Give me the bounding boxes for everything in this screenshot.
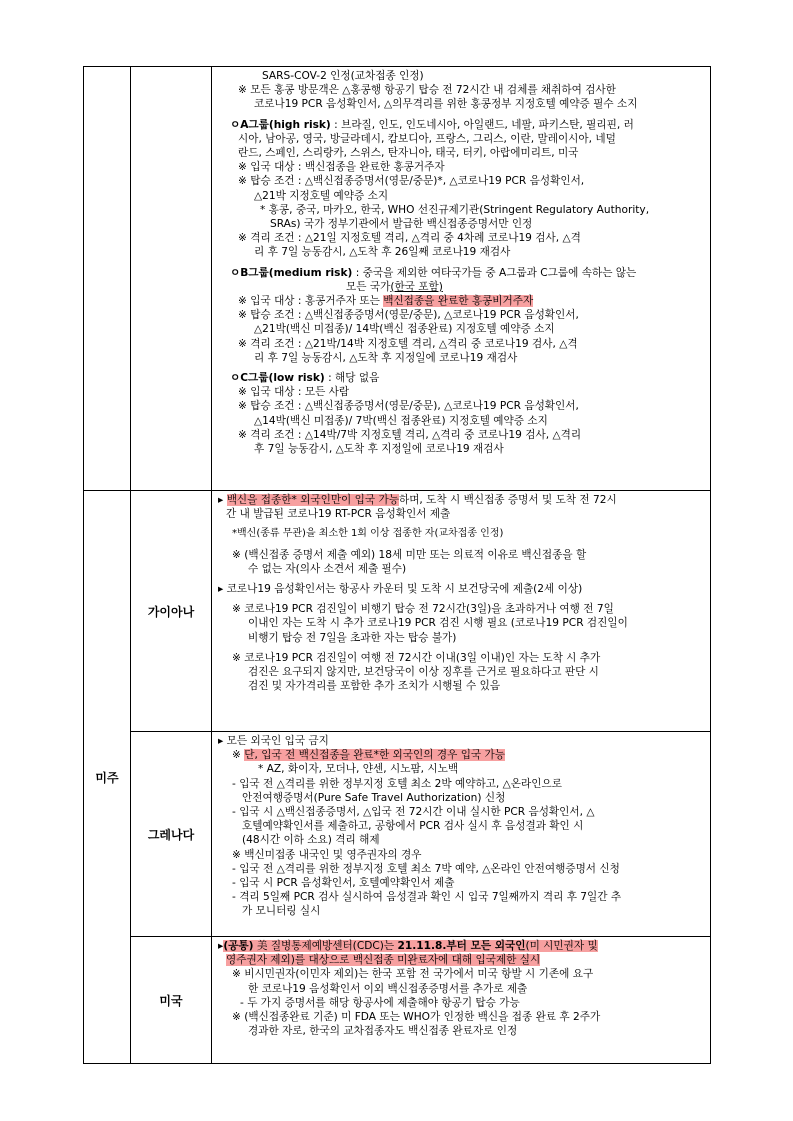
grenada-rules [212, 732, 711, 937]
text-line: 이내인 자는 도착 시 추가 코로나19 PCR 검진 시행 필요 (코로나19 PCR 검진일이 [248, 617, 628, 630]
text-line: - 격리 5일째 PCR 검사 실시하여 음성결과 확인 시 입국 7일째까지 격리 후 7일간 추 [232, 891, 622, 904]
text-line: - 입국 시 PCR 음성확인서, 호텔예약확인서 제출 [232, 877, 455, 890]
text-line: ※ 격리 조건 : △21박/14박 지정호텔 격리, △격리 중 코로나19 검사, △격 [238, 337, 578, 350]
region-cell-blank [84, 67, 131, 491]
text-line: ※ (백신접종완료 기준) 미 FDA 또는 WHO가 인정한 백신을 접종 완료 후 2주가 [232, 1011, 601, 1024]
highlight: (공통) [223, 940, 254, 952]
table-row [84, 491, 711, 732]
text-line: 가 모니터링 실시 [242, 905, 321, 918]
text-line: ▸ 백신을 접종한* 외국인만이 입국 가능하며, 도착 시 백신접종 증명서 및 도착 전 72시 [218, 494, 617, 506]
text-line: ※ 비시민권자(이민자 제외)는 한국 포함 전 국가에서 미국 항발 시 기존에 요구 [232, 968, 594, 981]
country-cell-usa: 미국 [131, 937, 212, 1064]
guyana-rules [212, 491, 711, 732]
text-line: ※ 백신미접종 내국인 및 영주권자의 경우 [232, 848, 422, 861]
text-line: △21박(백신 미접종)/ 14박(백신 접종완료) 지정호텔 예약증 소지 [254, 323, 555, 336]
country-cell-grenada: 그레나다 [131, 732, 212, 937]
text-line: 모든 국가(한국 포함) [346, 280, 443, 293]
text-line: ▸ 모든 외국인 입국 금지 [218, 735, 329, 747]
country-cell-guyana: 가이아나 [131, 491, 212, 732]
text-line: 경과한 자로, 한국의 교차접종자도 백신접종 완료자로 인정 [248, 1025, 518, 1038]
region-cell-americas: 미주 [84, 491, 131, 1064]
table-row [84, 937, 711, 1064]
group-a-line: ㅇA그룹(high risk) : 브라질, 인도, 인도네시아, 아일랜드, 네팔, 파키스탄, 필리핀, 러 [230, 118, 634, 131]
text-line [218, 953, 702, 967]
text-line: 검진은 요구되지 않지만, 보건당국이 이상 징후를 근거로 필요하다고 판단 시 [248, 666, 599, 679]
text-line: ※ 입국 대상 : 모든 사람 [238, 386, 350, 399]
text-line: 리 후 7일 능동감시, △도착 후 26일째 코로나19 재검사 [254, 246, 511, 259]
text-line: ※ 탑승 조건 : △백신접종증명서(영문/중문)*, △코로나19 PCR 음성확인서, [238, 175, 585, 188]
text-line: ▸ 코로나19 음성확인서는 항공사 카운터 및 도착 시 보건당국에 제출(2세 이상) [218, 583, 583, 596]
text-line: △21박 지정호텔 예약증 소지 [254, 189, 389, 202]
text-line: 안전여행증명서(Pure Safe Travel Authorization) 신청 [242, 791, 506, 804]
entry-rules-table [83, 66, 711, 1064]
text-line: ※ 탑승 조건 : △백신접종증명서(영문/중문), △코로나19 PCR 음성확인서, [238, 400, 579, 413]
highlight: 단, 입국 전 백신접종을 완료*한 외국인의 경우 입국 가능 [244, 749, 505, 762]
text-line: * AZ, 화이자, 모더나, 얀센, 시노팜, 시노백 [258, 763, 459, 776]
text-line: 코로나19 PCR 음성확인서, △의무격리를 위한 홍콩정부 지정호텔 예약증 필수 소지 [254, 98, 638, 111]
text-line: SRAs) 국가 정부기관에서 발급한 백신접종증명서만 인정 [270, 218, 533, 231]
text-line: - 두 가지 증명서를 해당 항공사에 제출해야 항공기 탑승 가능 [240, 996, 520, 1009]
group-b-line: ㅇB그룹(medium risk) : 중국을 제외한 여타국가들 중 A그룹과 C그룹에 속하는 않는 [230, 266, 637, 279]
text-line: - 입국 전 △격리를 위한 정부지정 호텔 최소 2박 예약하고, △온라인으로 [232, 777, 562, 790]
text-line: ※ 모든 홍콩 방문객은 △홍콩행 항공기 탑승 전 72시간 내 검체를 채취하여 검사한 [238, 84, 616, 97]
text-line: - 입국 시 △백신접종증명서, △입국 전 72시간 이내 실시한 PCR 음성확인서, △ [232, 806, 595, 819]
text-line: 수 없는 자(의사 소견서 제출 필수) [248, 562, 407, 575]
text-line: * 홍콩, 중국, 마카오, 한국, WHO 선진규제기관(Stringent Regulatory Authority, [260, 203, 650, 216]
text-line: △14박(백신 미접종)/ 7박(백신 접종완료) 지정호텔 예약증 소지 [254, 414, 548, 427]
table-row [84, 732, 711, 937]
text-line: 리 후 7일 능동감시, △도착 후 지정일에 코로나19 재검사 [254, 351, 518, 364]
group-b-heading: ㅇB그룹(medium risk) [230, 266, 353, 279]
text-line: ※ 격리 조건 : △14박/7박 지정호텔 격리, △격리 중 코로나19 검사, △격리 [238, 428, 582, 441]
text-line: 한 코로나19 음성확인서 이외 백신접종증명서를 추가로 제출 [248, 982, 528, 995]
hongkong-rules [212, 67, 711, 491]
text-line: SARS-COV-2 인정(교차접종 인정) [262, 70, 424, 82]
text-line: ※ 격리 조건 : △21일 지정호텔 격리, △격리 중 4차례 코로나19 검사, △격 [238, 232, 581, 245]
usa-rules [212, 937, 711, 1064]
text-line: ※ 코로나19 PCR 검진일이 비행기 탑승 전 72시간(3일)을 초과하거나 여행 전 7일 [232, 603, 614, 616]
text-line: ※ 단, 입국 전 백신접종을 완료*한 외국인의 경우 입국 가능 [232, 749, 505, 762]
text-line: - 입국 전 △격리를 위한 정부지정 호텔 최소 7박 예약, △온라인 안전여행증명서 신청 [232, 862, 620, 875]
group-c-heading: ㅇC그룹(low risk) [230, 372, 325, 385]
text-line: (48시간 이하 소요) 격리 해제 [242, 834, 380, 847]
group-a-heading: ㅇA그룹(high risk) [230, 118, 331, 131]
text-line: 검진 및 자가격리를 포함한 추가 조치가 시행될 수 있음 [248, 680, 501, 693]
text-line: ▸(공통) 美 질병통제예방센터(CDC)는 21.11.8.부터 모든 외국인(미 시민권자 및 [218, 940, 598, 952]
text-line: 간 내 발급된 코로나19 RT-PCR 음성확인서 제출 [226, 508, 451, 521]
group-c-line: ㅇC그룹(low risk) : 해당 없음 [230, 372, 380, 385]
text-line: ※ 탑승 조건 : △백신접종증명서(영문/중문), △코로나19 PCR 음성확인서, [238, 309, 579, 322]
text-line: 시아, 남아공, 영국, 방글라데시, 캄보디아, 프랑스, 그리스, 이란, 말레이시아, 네덜 [238, 132, 616, 145]
text-line: ※ 입국 대상 : 홍콩거주자 또는 백신접종을 완료한 홍콩비거주자 [238, 295, 534, 308]
text-line: 후 7일 능동감시, △도착 후 지정일에 코로나19 재검사 [254, 443, 504, 456]
text-line: 비행기 탑승 전 7일을 초과한 자는 탑승 불가) [248, 631, 457, 644]
table-row [84, 67, 711, 491]
text-line: ※ 입국 대상 : 백신접종을 완료한 홍콩거주자 [238, 161, 445, 174]
highlight: 백신접종을 완료한 홍콩비거주자 [383, 295, 534, 308]
highlight: 영주권자 제외)를 대상으로 백신접종 미완료자에 대해 입국제한 실시 [226, 954, 541, 967]
text-line: 호텔예약확인서를 제출하고, 공항에서 PCR 검사 실시 후 음성결과 확인 시 [242, 820, 584, 833]
text-line: ※ (백신접종 증명서 제출 예외) 18세 미만 또는 의료적 이유로 백신접종을 할 [232, 548, 587, 561]
text-line: *백신(종류 무관)을 최소한 1회 이상 접종한 자(교차접종 인정) [232, 528, 504, 540]
text-line: ※ 코로나19 PCR 검진일이 여행 전 72시간 이내(3일 이내)인 자는 도착 시 추가 [232, 651, 601, 664]
text-line: 란드, 스페인, 스리랑카, 스위스, 탄자니아, 태국, 터키, 아랍에미리트, 미국 [238, 147, 579, 160]
highlight: 백신을 접종한* 외국인만이 입국 가능 [226, 494, 399, 506]
country-cell-blank [131, 67, 212, 491]
